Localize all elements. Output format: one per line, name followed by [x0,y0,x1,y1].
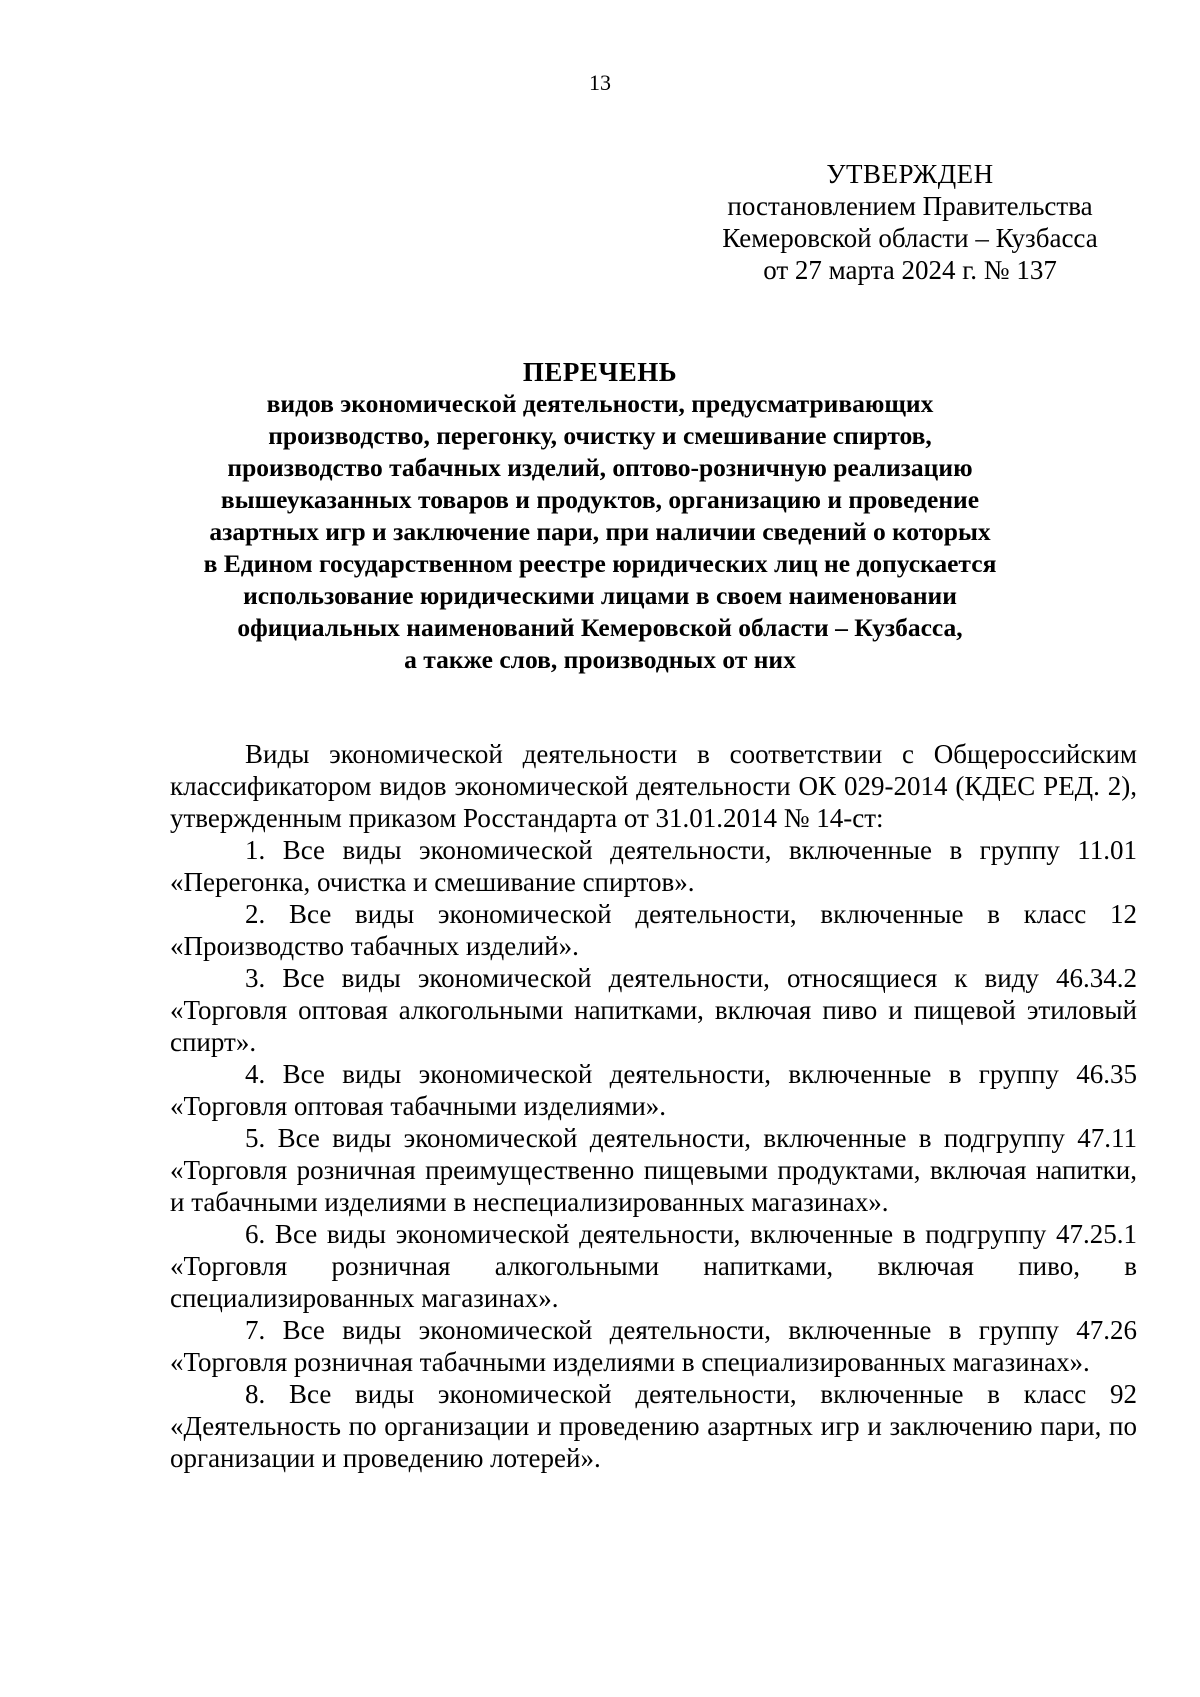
list-item: 2. Все виды экономической деятельности, включенные в класс 12 «Производство табачных изделий». [170,899,1137,961]
heading-line: производство табачных изделий, оптово-розничную реализацию [227,453,973,482]
list-item: 8. Все виды экономической деятельности, включенные в класс 92 «Деятельность по организации и проведению азартных игр и заключению пари, по организации и проведению лотерей». [170,1379,1137,1473]
heading-line: производство, перегонку, очистку и смешивание спиртов, [268,421,932,450]
heading-line: видов экономической деятельности, предусматривающих [266,389,934,418]
list-item: 4. Все виды экономической деятельности, включенные в группу 46.35 «Торговля оптовая табачными изделиями». [170,1059,1137,1121]
document-heading [150,356,1050,676]
list-item: 3. Все виды экономической деятельности, относящиеся к виду 46.34.2 «Торговля оптовая алкогольными напитками, включая пиво и пищевой этиловый спирт». [170,963,1137,1057]
heading-line: азартных игр и заключение пари, при наличии сведений о которых [209,517,991,546]
list-item: 1. Все виды экономической деятельности, включенные в группу 11.01 «Перегонка, очистка и смешивание спиртов». [170,835,1137,897]
document-title: ПЕРЕЧЕНЬ [522,357,678,387]
approval-block [700,158,1120,286]
document-body [170,738,1137,1474]
approval-title: УТВЕРЖДЕН [826,159,994,189]
approval-date: от 27 марта 2024 г. № 137 [763,255,1057,285]
heading-line: в Едином государственном реестре юридических лиц не допускается [203,549,997,578]
heading-line: а также слов, производных от них [404,645,796,674]
heading-line: официальных наименований Кемеровской области – Кузбасса, [237,613,963,642]
heading-line: вышеуказанных товаров и продуктов, организацию и проведение [220,485,980,514]
list-item: 5. Все виды экономической деятельности, включенные в подгруппу 47.11 «Торговля розничная преимущественно пищевыми продуктами, включая напитки, и табачными изделиями в неспециализированных магазинах». [170,1123,1137,1217]
approval-issuer: постановлением Правительства [727,191,1093,221]
page-number: 13 [589,70,611,95]
heading-line: использование юридическими лицами в своем наименовании [243,581,957,610]
list-item: 6. Все виды экономической деятельности, включенные в подгруппу 47.25.1 «Торговля розничная алкогольными напитками, включая пиво, в специализированных магазинах». [170,1219,1137,1313]
list-item: 7. Все виды экономической деятельности, включенные в группу 47.26 «Торговля розничная табачными изделиями в специализированных магазинах». [170,1315,1137,1377]
approval-region: Кемеровской области – Кузбасса [722,223,1098,253]
intro-paragraph: Виды экономической деятельности в соответствии с Общероссийским классификатором видов экономической деятельности ОК 029-2014 (КДЕС РЕД. 2), утвержденным приказом Росстандарта от 31.01.2014 № 14-ст: [170,739,1137,833]
